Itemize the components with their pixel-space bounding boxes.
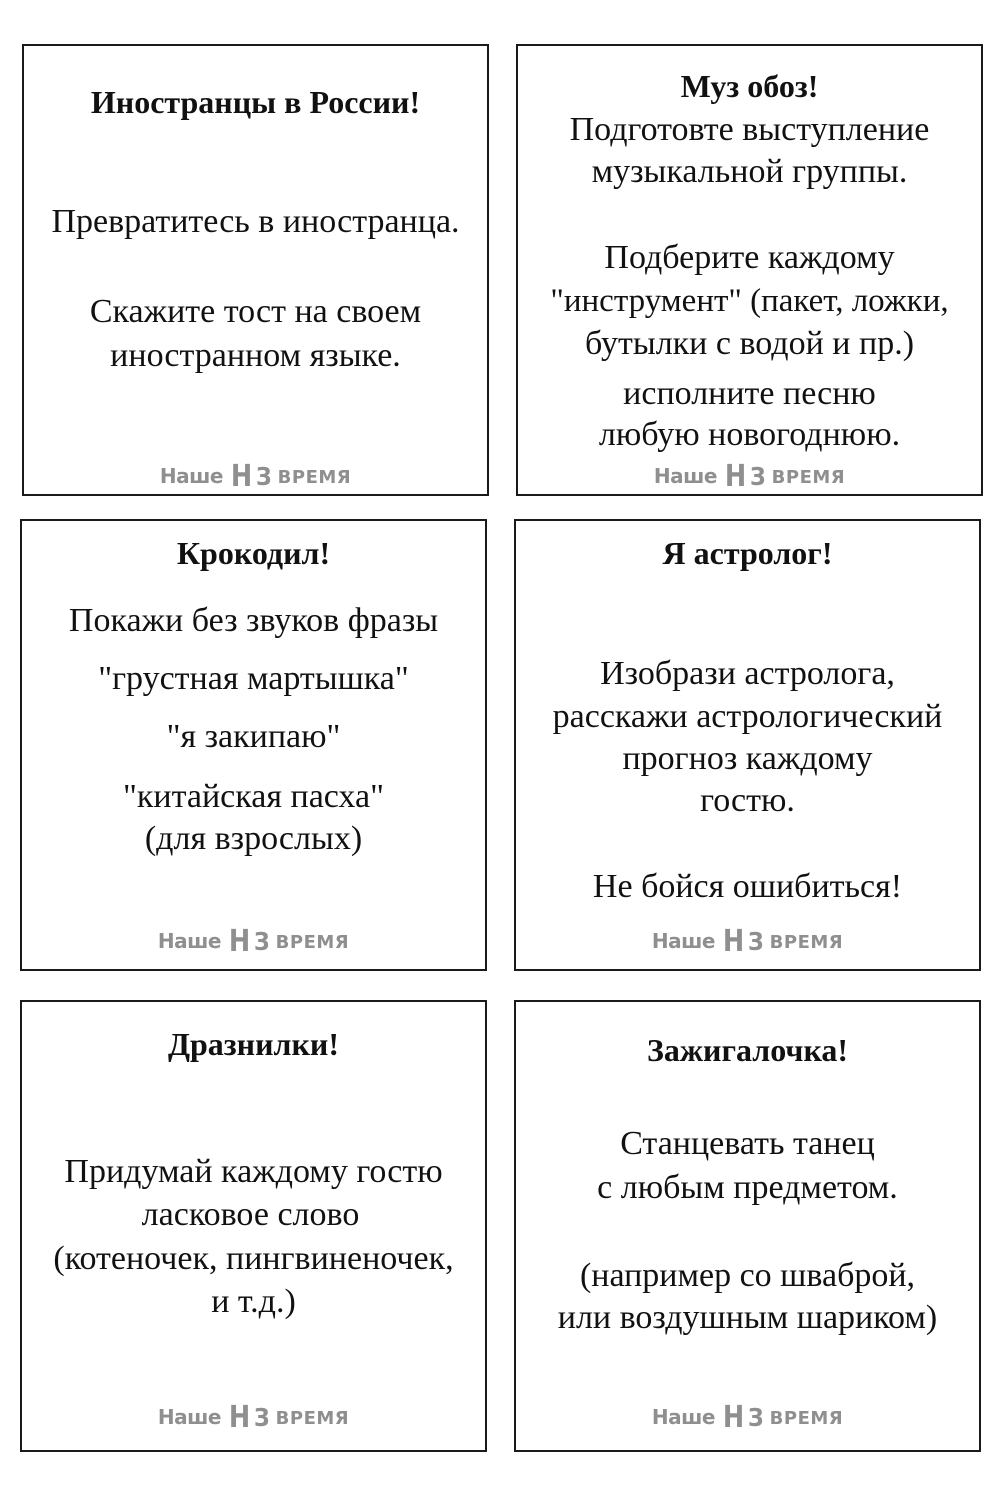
card-title: Дразнилки! (167, 1026, 340, 1062)
brand-logo: Наше Н З ВРЕМЯ (157, 924, 350, 959)
card-text-line: Подготовте выступление (569, 111, 930, 148)
brand-logo: Наше Н З ВРЕМЯ (157, 1400, 350, 1435)
card-text-line: музыкальной группы. (591, 153, 908, 190)
card-text-line: Изобрази астролога, (600, 655, 895, 692)
card-text-line: "инструмент" (пакет, ложки, (550, 283, 949, 319)
card-text-line: "грустная мартышка" (98, 660, 409, 697)
brand-logo: Наше Н З ВРЕМЯ (159, 459, 352, 494)
brand-logo: Наше Н З ВРЕМЯ (653, 459, 846, 494)
card-text-line: Покажи без звуков фразы (68, 602, 439, 639)
card-title: Крокодил! (176, 535, 331, 571)
card-text-line: Превратитесь в иностранца. (51, 203, 460, 240)
card-text-line: исполните песню (623, 375, 876, 412)
card-text-line: гостю. (700, 782, 795, 819)
card-text-line: иностранном языке. (110, 337, 401, 374)
card-text-line: или воздушным шариком) (557, 1299, 938, 1336)
card-crocodile (20, 519, 487, 971)
card-text-line: ласковое слово (141, 1196, 360, 1233)
card-text-line: "я закипаю" (166, 718, 341, 755)
card-title: Я астролог! (662, 535, 833, 571)
card-teasers (20, 1000, 487, 1452)
card-title: Иностранцы в России! (90, 84, 421, 120)
card-text-line: с любым предметом. (597, 1169, 898, 1206)
card-foreigners (22, 44, 489, 496)
card-text-line: бутылки с водой и пр.) (584, 325, 915, 362)
card-music-band (516, 44, 983, 496)
card-text-line: прогноз каждому (622, 740, 873, 777)
card-text-line: Станцевать танец (620, 1125, 875, 1162)
card-text-line: Придумай каждому гостю (64, 1153, 443, 1190)
card-text-line: Подберите каждому (604, 239, 895, 276)
card-title: Зажигалочка! (646, 1032, 849, 1068)
card-text-line: Скажите тост на своем (89, 293, 422, 330)
card-astrologer (514, 519, 981, 971)
brand-logo: Наше Н З ВРЕМЯ (651, 1400, 844, 1435)
card-text-line: расскажи астрологический (552, 698, 943, 735)
card-lighter (514, 1000, 981, 1452)
card-text-line: и т.д.) (211, 1283, 296, 1320)
card-text-line: (например со шваброй, (579, 1257, 916, 1294)
card-text-line: Не бойся ошибиться! (592, 868, 903, 905)
card-text-line: любую новогоднюю. (598, 416, 901, 453)
card-text-line: "китайская пасха" (123, 778, 384, 815)
card-text-line: (котеночек, пингвиненочек, (53, 1240, 454, 1277)
card-text-line: (для взрослых) (144, 820, 363, 857)
card-title: Муз обоз! (680, 68, 819, 104)
brand-logo: Наше Н З ВРЕМЯ (651, 924, 844, 959)
